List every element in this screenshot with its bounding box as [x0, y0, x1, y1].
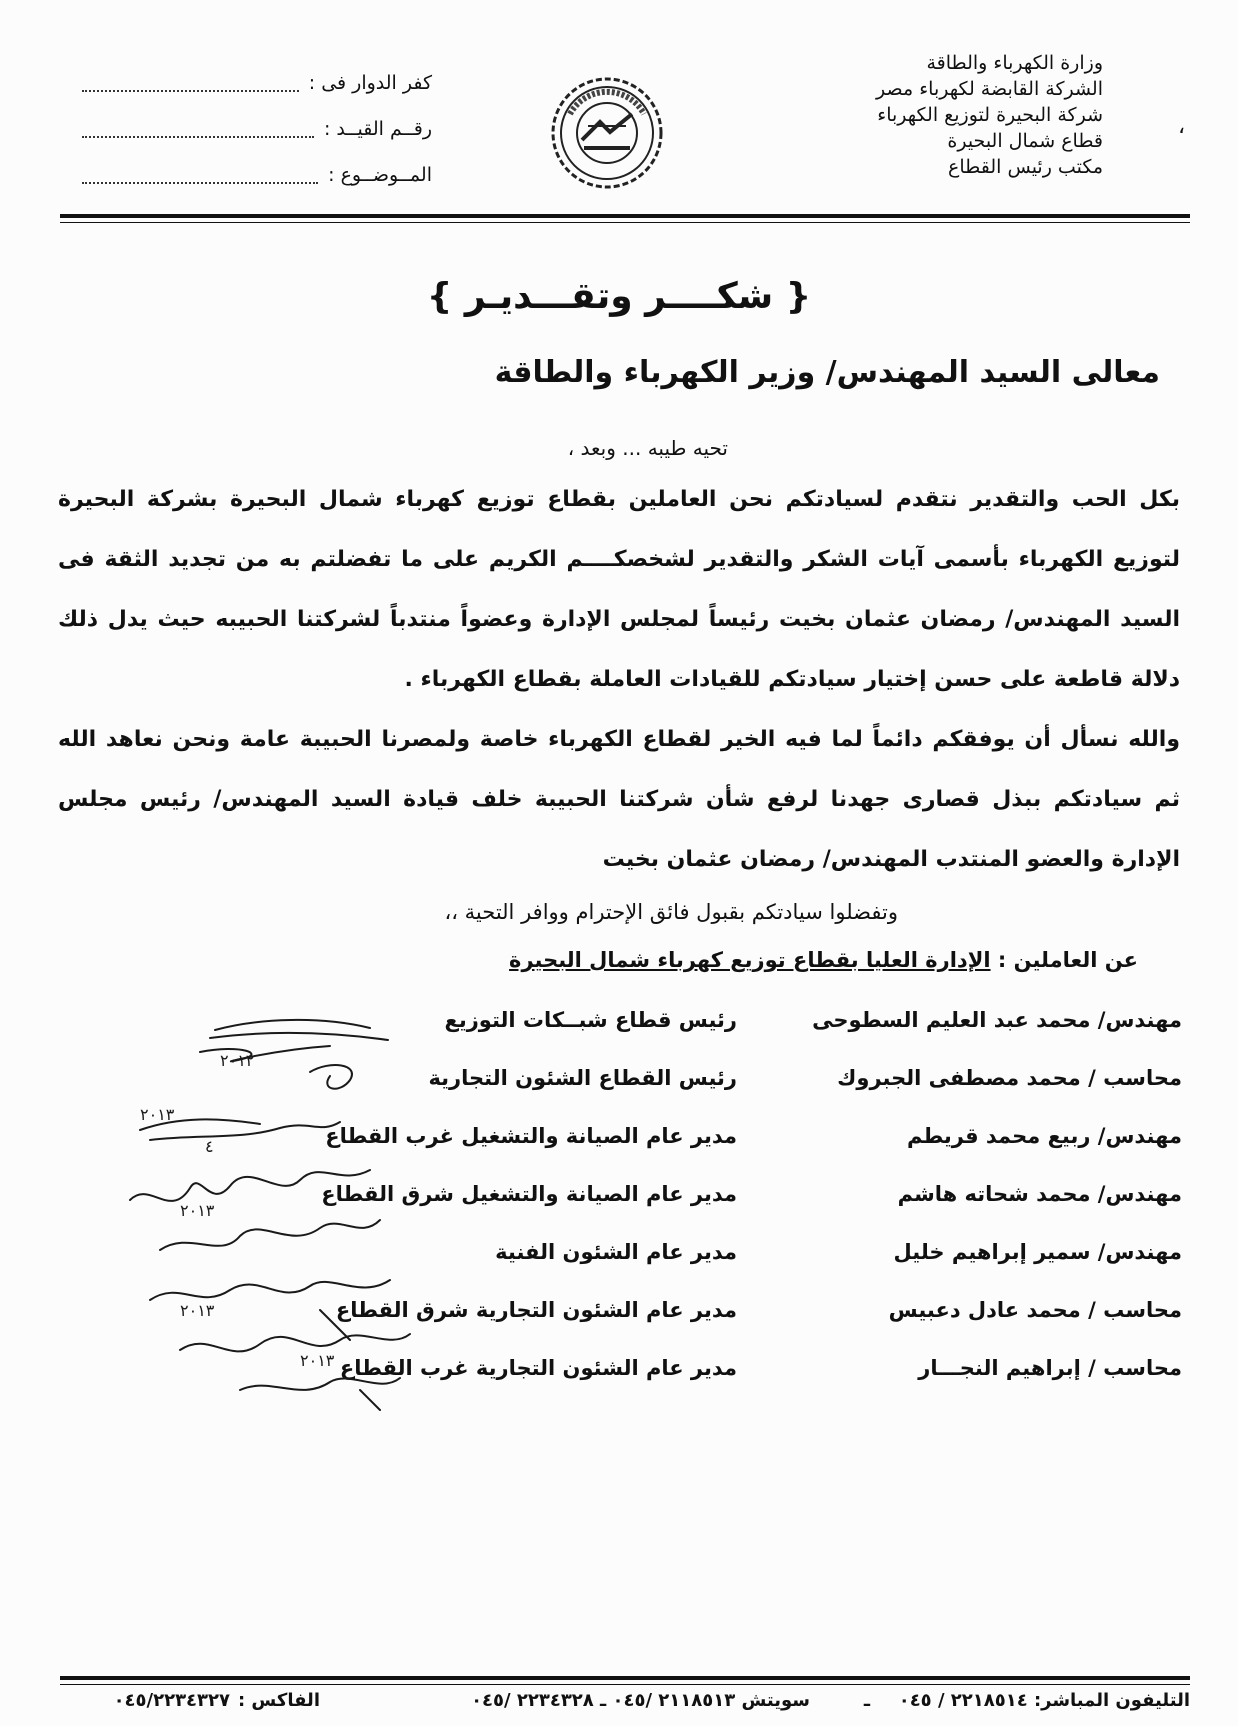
margin-mark: ، [1178, 114, 1186, 139]
closing-line: وتفضلوا سيادتكم بقبول فائق الإحترام ووافر التحية ،، [444, 900, 898, 924]
body-paragraph-2: والله نسأل أن يوفقكم دائماً لما فيه الخير لقطاع الكهرباء خاصة ولمصرنا الحبيبة عامة ونحن نعاهد الله ثم سيادتكم ببذل قصارى جهدنا لرفع شأن شركتنا الحبيبة خلف قيادة السيد المهندس/ رئيس مجلس الإدارة والعضو المنتدب المهندس/ رمضان عثمان بخيت [58, 727, 1180, 872]
on-behalf-org: الإدارة العليا بقطاع توزيع كهرباء شمال البحيرة [509, 948, 991, 972]
header-field-subject [82, 152, 432, 198]
greeting: تحيه طيبه ... وبعد ، [567, 436, 728, 460]
dotted-line [82, 120, 314, 138]
signatory-name: محاسب / إبراهيم النجـــار [918, 1356, 1182, 1380]
letter-title: { شكــــر وتقـــديـر } [426, 276, 812, 317]
header-divider-thin [60, 222, 1190, 223]
footer-divider [60, 1676, 1190, 1680]
signatory-title: مدير عام الصيانة والتشغيل شرق القطاع [321, 1182, 737, 1206]
handwritten-signatures [120, 1010, 440, 1430]
signatory-name: مهندس/ ربيع محمد قريطم [906, 1124, 1182, 1148]
signature-date: ٢٠١٣ [180, 1201, 215, 1220]
footer-contacts [60, 1690, 1190, 1720]
signatory-name: محاسب / محمد مصطفى الجبروك [837, 1066, 1182, 1090]
signatory-title: مدير عام الشئون الفنية [495, 1240, 737, 1264]
field-label: رقــم القيــد : [323, 118, 432, 140]
signature-mark: ٤ [205, 1137, 214, 1156]
signatory-name: مهندس/ محمد عبد العليم السطوحى [812, 1008, 1182, 1032]
company-logo-icon [548, 74, 666, 192]
signatory-title: رئيس القطاع الشئون التجارية [428, 1066, 737, 1090]
signatory-name: مهندس/ سمير إبراهيم خليل [893, 1240, 1182, 1264]
footer-fax: ٠٤٥/٢٢٣٤٣٢٧ [113, 1690, 230, 1711]
signatory-title: مدير عام الشئون التجارية غرب القطاع [339, 1356, 737, 1380]
org-line: شركة البحيرة لتوزيع الكهرباء [877, 104, 1103, 126]
dotted-line [82, 74, 299, 92]
field-label: المــوضــوع : [328, 164, 432, 186]
body-paragraph-1: بكل الحب والتقدير نتقدم لسيادتكم نحن العاملين بقطاع توزيع كهرباء شمال البحيرة بشركة البحيرة لتوزيع الكهرباء بأسمى آيات الشكر والتقدير لشخصكــــم الكريم على ما تفضلتم به من تجديد الثقة فى السيد المهندس/ رمضان عثمان بخيت رئيساً لمجلس الإدارة وعضواً منتدباً لشركتنا الحبيبه حيث يدل ذلك دلالة قاطعة على حسن إختيار سيادتكم للقيادات العاملة بقطاع الكهرباء . [58, 487, 1180, 692]
field-label: كفر الدوار فى : [308, 72, 432, 94]
organization-header [763, 50, 1103, 180]
signatory-title: مدير عام الصيانة والتشغيل غرب القطاع [325, 1124, 737, 1148]
header-fields [82, 60, 432, 198]
signatory-title: مدير عام الشئون التجارية شرق القطاع [335, 1298, 737, 1322]
footer-fax-label: الفاكس : [237, 1690, 320, 1711]
signature-date: ٢٠١٣ [180, 1301, 215, 1320]
org-line: وزارة الكهرباء والطاقة [926, 52, 1103, 74]
footer-separator: ـ [863, 1690, 870, 1711]
org-line: قطاع شمال البحيرة [947, 130, 1103, 152]
signatory-name: مهندس/ محمد شحاته هاشم [897, 1182, 1182, 1206]
signature-date: ٢٠١٣ [140, 1105, 175, 1124]
footer-switch: سويتش ٢١١٨٥١٣ /٠٤٥ ـ ٢٢٣٤٣٢٨ /٠٤٥ [471, 1690, 810, 1711]
org-line: مكتب رئيس القطاع [948, 156, 1103, 178]
org-line: الشركة القابضة لكهرباء مصر [876, 78, 1103, 100]
signatory-title: رئيس قطاع شبــكات التوزيع [444, 1008, 737, 1032]
header-field-date [82, 60, 432, 106]
on-behalf-prefix: عن العاملين : [997, 948, 1138, 972]
on-behalf-line [509, 948, 1138, 972]
signature-date: ٢٠١٣ [300, 1351, 335, 1370]
signatory-name: محاسب / محمد عادل دعبيس [888, 1298, 1182, 1322]
header-field-reference [82, 106, 432, 152]
footer-phone: التليفون المباشر: ٢٢١٨٥١٤ / ٠٤٥ [898, 1690, 1190, 1711]
header-divider [60, 214, 1190, 218]
footer-divider-thin [60, 1684, 1190, 1685]
salutation: معالى السيد المهندس/ وزير الكهرباء والطاقة [494, 355, 1160, 390]
dotted-line [82, 166, 318, 184]
signature-date: ٢٠١٢ [220, 1051, 255, 1070]
